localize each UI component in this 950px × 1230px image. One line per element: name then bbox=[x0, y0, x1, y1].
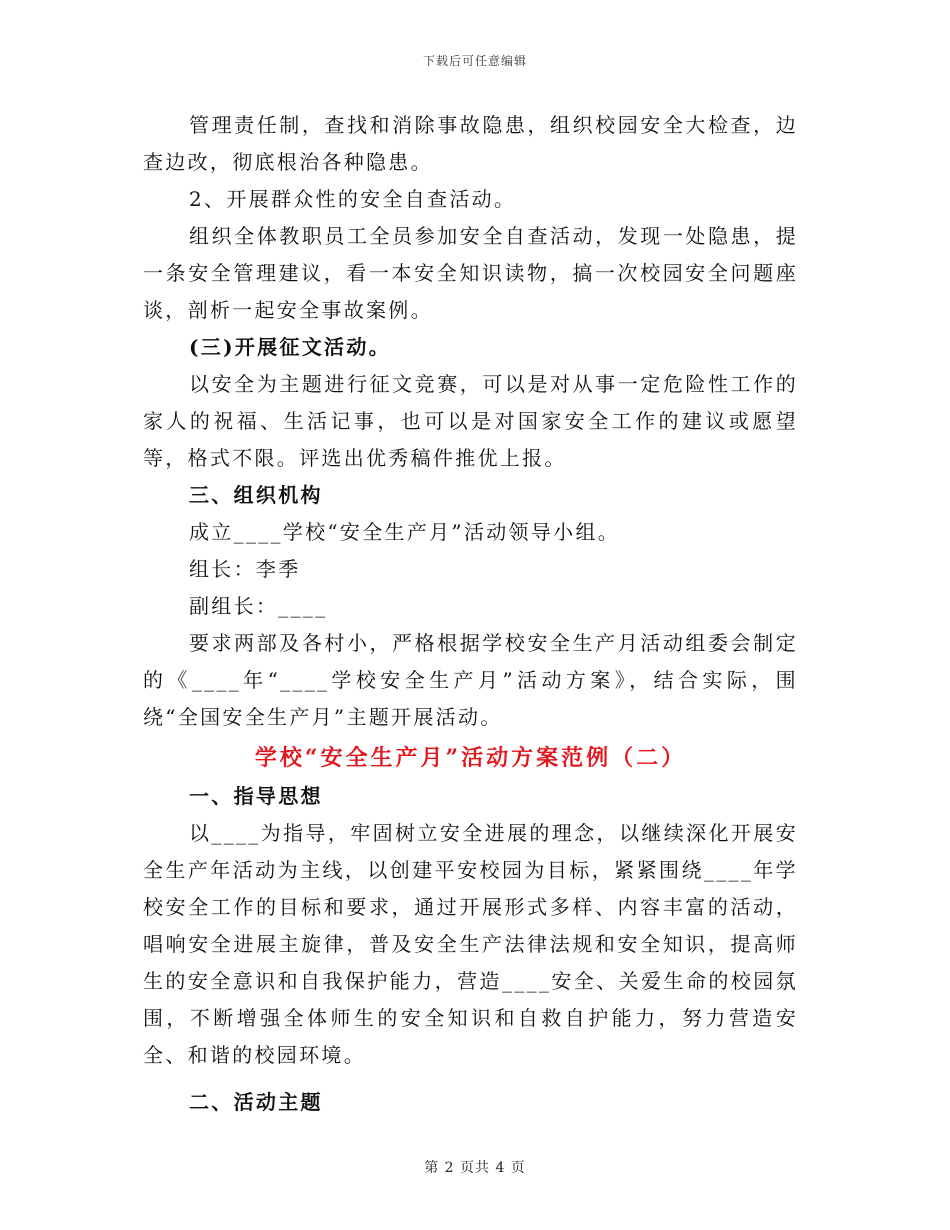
paragraph: 管理责任制，查找和消除事故隐患，组织校园安全大检查，边查边改，彻底根治各种隐患。 bbox=[143, 113, 798, 174]
paragraph: 成立____学校“安全生产月”活动领导小组。 bbox=[189, 520, 621, 544]
section-heading: 二、活动主题 bbox=[189, 1090, 323, 1114]
paragraph: 副组长：____ bbox=[189, 594, 328, 618]
section-heading: 一、指导思想 bbox=[189, 784, 323, 808]
subsection-heading: (三)开展征文活动。 bbox=[189, 335, 391, 359]
header-note: 下载后可任意编辑 bbox=[422, 54, 527, 68]
paragraph: 以____为指导，牢固树立安全进展的理念，以继续深化开展安全生产年活动为主线，以创建平安校园为目标，紧紧围绕____年学校安全工作的目标和要求，通过开展形式多样、内容丰富的活动，唱响安全进展主旋律，普及安全生产法律法规和安全知识，提高师生的安全意识和自我保护能力，营造____安全、关爱生命的校园氛围，不断增强全体师生的安全知识和自救自护能力，努力营造安全、和谐的校园环境。 bbox=[143, 821, 798, 1067]
paragraph: 以安全为主题进行征文竞赛，可以是对从事一定危险性工作的家人的祝福、生活记事，也可以是对国家安全工作的建议或愿望等，格式不限。评选出优秀稿件推优上报。 bbox=[143, 372, 798, 470]
page-number: 第 2 页共 4 页 bbox=[424, 1160, 526, 1176]
paragraph: 组织全体教职员工全员参加安全自查活动，发现一处隐患，提一条安全管理建议，看一本安全知识读物，搞一次校园安全问题座谈，剖析一起安全事故案例。 bbox=[143, 224, 798, 322]
paragraph: 2、开展群众性的安全自查活动。 bbox=[189, 187, 517, 211]
paragraph: 要求两部及各村小，严格根据学校安全生产月活动组委会制定的《____年“____学校安全生产月”活动方案》，结合实际，围绕“全国安全生产月”主题开展活动。 bbox=[143, 631, 798, 729]
document-body bbox=[143, 107, 798, 1121]
document-title: 学校“安全生产月”活动方案范例（二） bbox=[254, 745, 687, 771]
paragraph: 组长：李季 bbox=[189, 557, 301, 581]
spacer bbox=[143, 1074, 798, 1084]
section-heading: 三、组织机构 bbox=[189, 483, 323, 507]
